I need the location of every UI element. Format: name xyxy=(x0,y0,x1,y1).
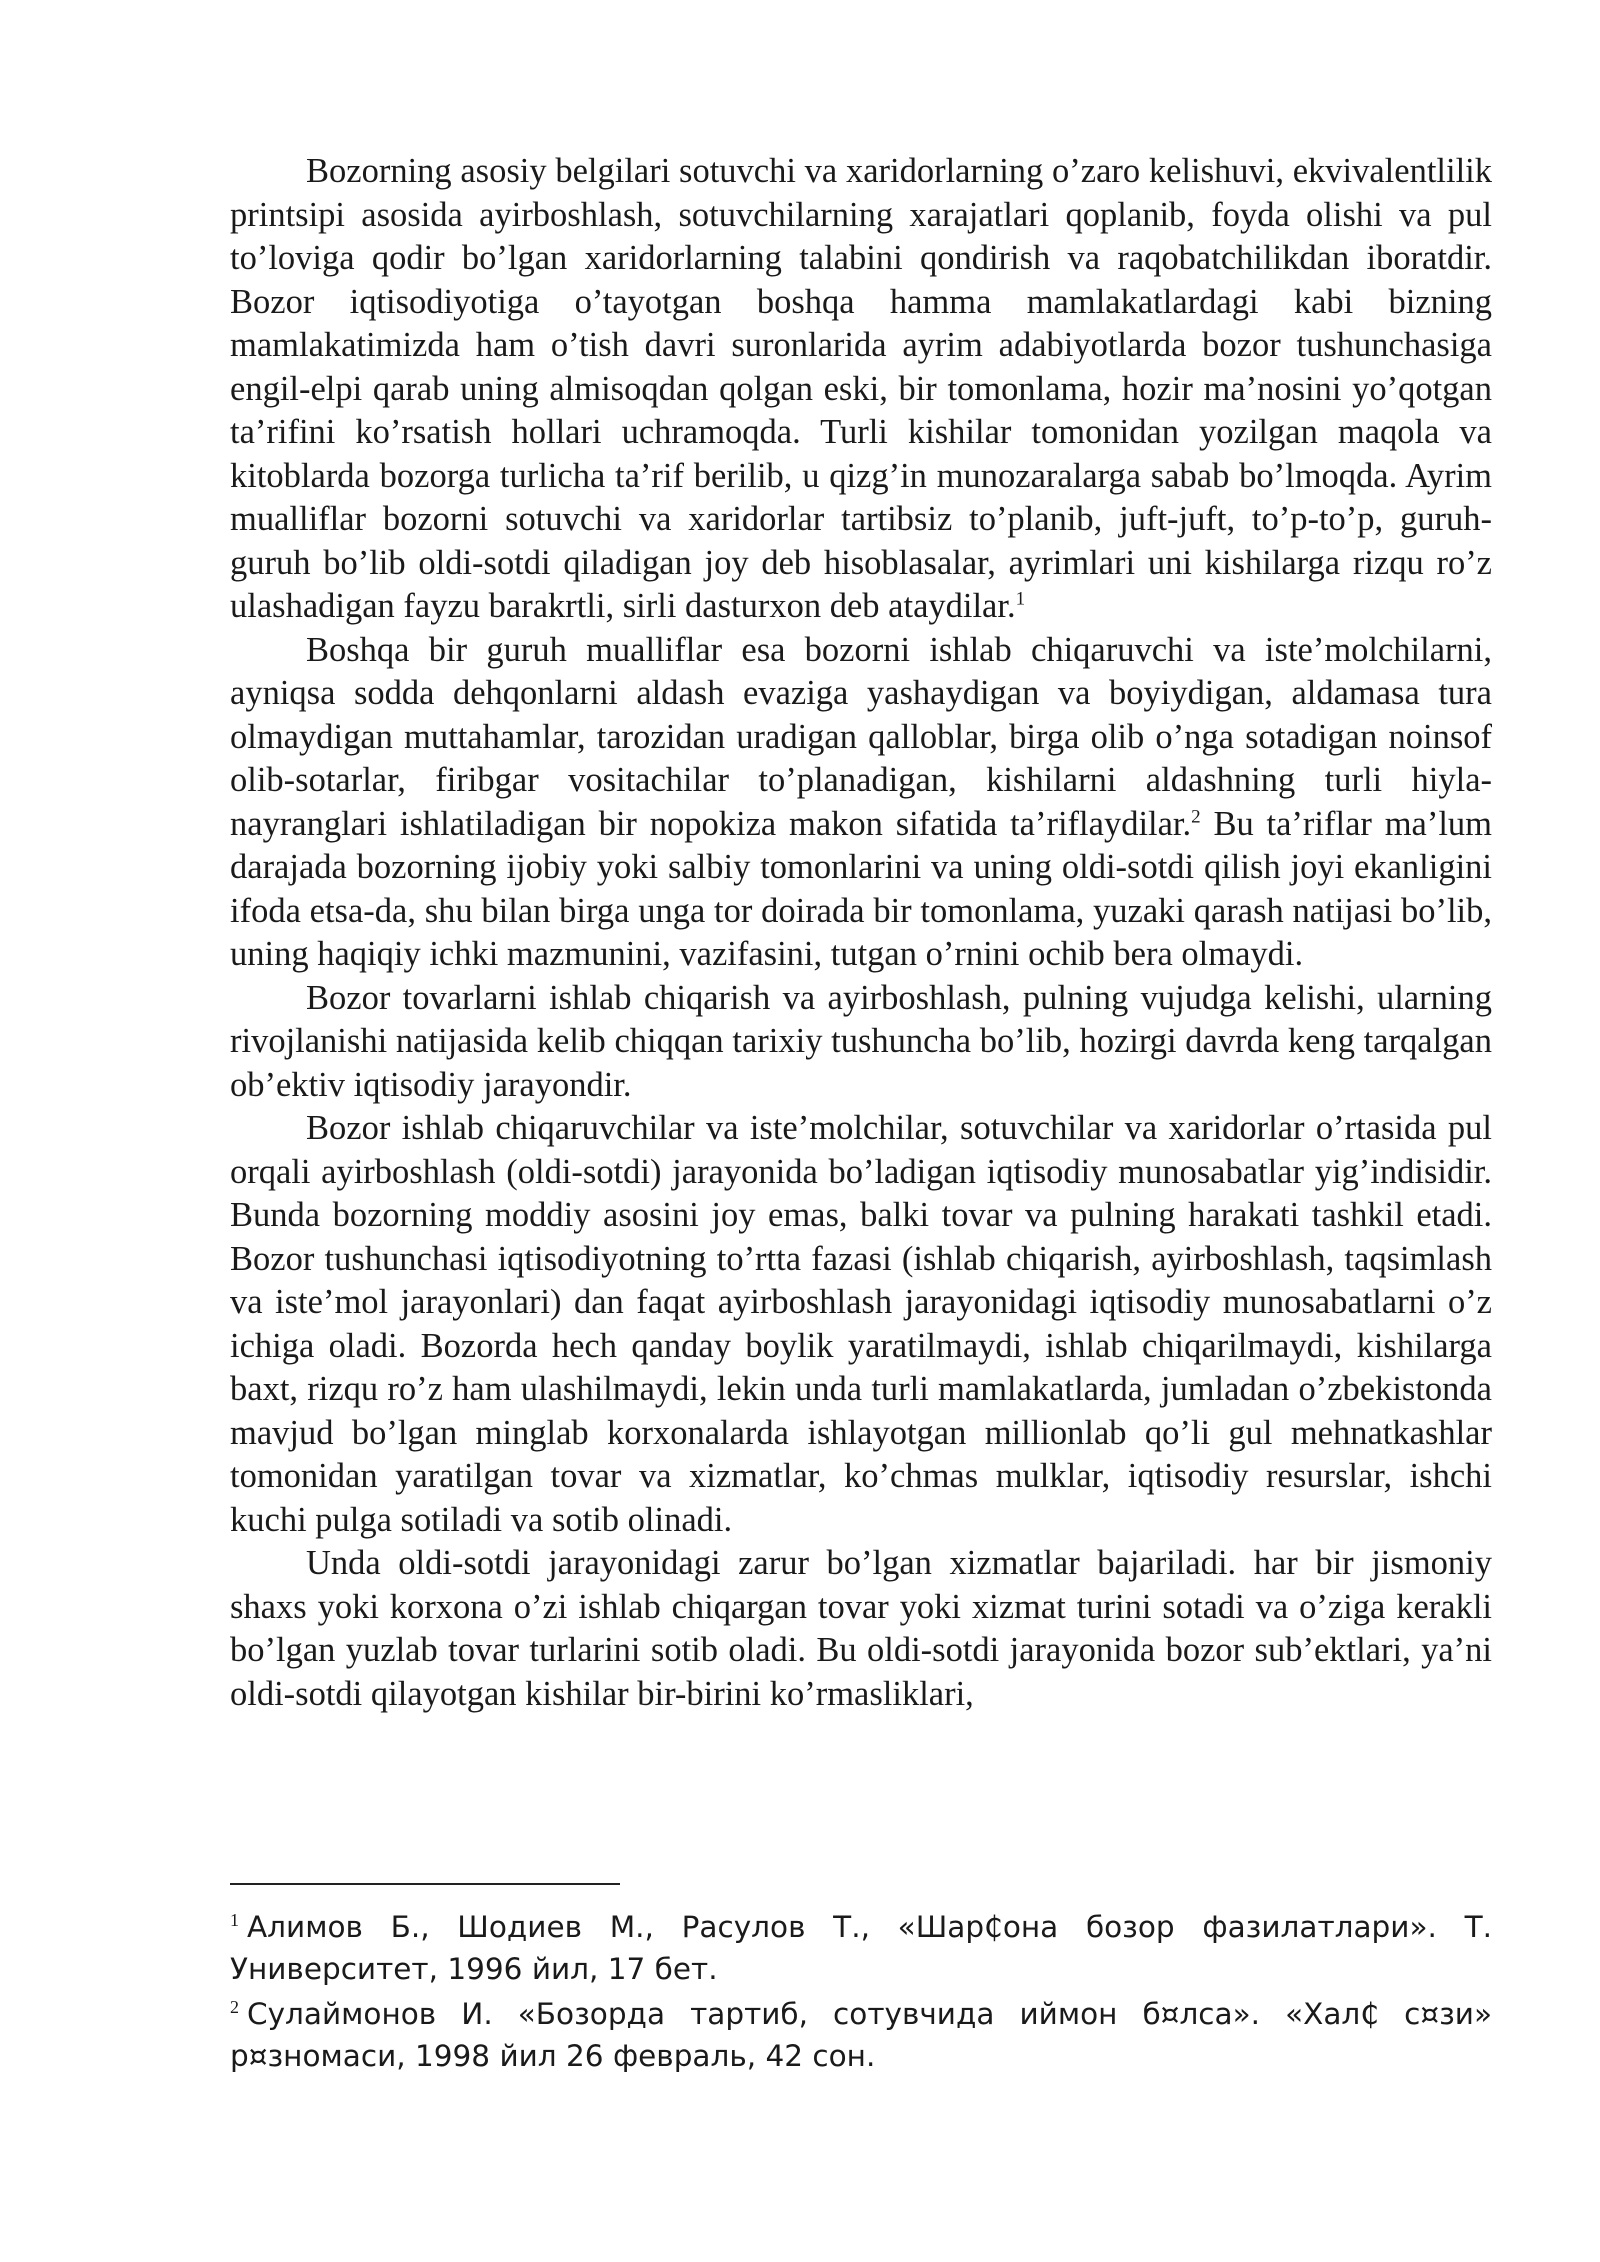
paragraph xyxy=(230,1542,1492,1716)
footnote-mark: 1 xyxy=(230,1910,239,1931)
paragraph-text: Bozor tovarlarni ishlab chiqarish va ayirboshlash, pulning vujudga kelishi, ularning rivojlanishi natijasida kelib chiqqan tarixiy tushuncha bo’lib, hozirgi davrda keng tarqalgan ob’ektiv iqtisodiy jarayondir. xyxy=(230,978,1492,1104)
paragraph xyxy=(230,977,1492,1108)
footnote xyxy=(230,1906,1492,1990)
footnote-text: Алимов Б., Шодиев М., Расулов Т., «Шар₵она бозор фазилатлари». Т. Университет, 1996 йил, 17 бет. xyxy=(230,1910,1492,1986)
paragraph-text: Bozor ishlab chiqaruvchilar va iste’molchilar, sotuvchilar va xaridorlar o’rtasida pul orqali ayirboshlash (oldi-sotdi) jarayonida bo’ladigan iqtisodiy munosabatlar yig’indisidir. Bunda bozorning moddiy asosini joy emas, balki tovar va pulning harakati tashkil etadi. Bozor tushunchasi iqtisodiyotning to’rtta fazasi (ishlab chiqarish, ayirboshlash, taqsimlash va iste’mol jarayonlari) dan faqat ayirboshlash jarayonidagi iqtisodiy munosabatlarni o’z ichiga oladi. Bozorda hech qanday boylik yaratilmaydi, ishlab chiqarilmaydi, kishilarga baxt, rizqu ro’z ham ulashilmaydi, lekin unda turli mamlakatlarda, jumladan o’zbekistonda mavjud bo’lgan minglab korxonalarda ishlayotgan millionlab qo’li gul mehnatkashlar tomonidan yaratilgan tovar va xizmatlar, ko’chmas mulklar, iqtisodiy resurslar, ishchi kuchi pulga sotiladi va sotib olinadi. xyxy=(230,1109,1492,1539)
footnote-reference: 2 xyxy=(1191,806,1201,827)
paragraph xyxy=(230,150,1492,629)
paragraph-text: Boshqa bir guruh mualliflar esa bozorni ishlab chiqaruvchi va iste’molchilarni, ayniqsa sodda dehqonlarni aldash evaziga yashaydigan va boyiydigan, aldamasa tura olmaydigan muttahamlar, tarozidan uradigan qalloblar, birga olib o’nga sotadigan noinsof olib-sotarlar, firibgar vositachilar to’planadigan, kishilarni aldashning turli hiyla-nayranglari ishlatiladigan bir nopokiza makon sifatida ta’riflaydilar. xyxy=(230,630,1492,843)
footnote xyxy=(230,1993,1492,2077)
footnote-reference: 1 xyxy=(1015,588,1026,610)
paragraph xyxy=(230,629,1492,977)
footnotes xyxy=(230,1906,1492,2080)
paragraph-text: Bozorning asosiy belgilari sotuvchi va xaridorlarning o’zaro kelishuvi, ekvivalentlilik printsipi asosida ayirboshlash, sotuvchilarning xarajatlari qoplanib, foyda olishi va pul to’loviga qodir bo’lgan xaridorlarning talabini qondirish va raqobatchilikdan iboratdir. Bozor iqtisodiyotiga o’tayotgan boshqa hamma mamlakatlardagi kabi bizning mamlakatimizda ham o’tish davri suronlarida ayrim adabiyotlarda bozor tushunchasiga engil-elpi qarab uning almisoqdan qolgan eski, bir tomonlama, hozir ma’nosini yo’qotgan ta’rifini ko’rsatish hollari uchramoqda. Turli kishilar tomonidan yozilgan maqola va kitoblarda bozorga turlicha ta’rif berilib, u qizg’in munozaralarga sabab bo’lmoqda. Ayrim mualliflar bozorni sotuvchi va xaridorlar tartibsiz to’planib, juft-juft, to’p-to’p, guruh-guruh bo’lib oldi-sotdi qiladigan joy deb hisoblasalar, ayrimlari uni kishilarga rizqu ro’z ulashadigan fayzu barakrtli, sirli dasturxon deb ataydilar. xyxy=(230,152,1492,625)
footnote-text: Сулаймонов И. «Бозорда тартиб, сотувчида иймон б¤лса». «Хал₵ с¤зи» р¤зномаси, 1998 йил 26 февраль, 42 сон. xyxy=(230,1997,1492,2073)
paragraph-text: Unda oldi-sotdi jarayonidagi zarur bo’lgan xizmatlar bajariladi. har bir jismoniy shaxs yoki korxona o’zi ishlab chiqargan tovar yoki xizmat turini sotadi va o’ziga kerakli bo’lgan yuzlab tovar turlarini sotib oladi. Bu oldi-sotdi jarayonida bozor sub’ektlari, ya’ni oldi-sotdi qilayotgan kishilar bir-birini ko’rmasliklari, xyxy=(230,1544,1492,1713)
footnote-separator xyxy=(230,1883,620,1885)
footnote-mark: 2 xyxy=(230,1997,239,2018)
paragraph xyxy=(230,1107,1492,1542)
paragraph-text-continued: Bu ta’riflar ma’lum darajada bozorning ijobiy yoki salbiy tomonlarini va uning oldi-sotdi qilish joyi ekanligini ifoda etsa-da, shu bilan birga unga tor doirada bir tomonlama, yuzaki qarash natijasi bo’lib, uning haqiqiy ichki mazmunini, vazifasini, tutgan o’rnini ochib bera olmaydi. xyxy=(230,804,1492,973)
document-body xyxy=(230,150,1492,1716)
